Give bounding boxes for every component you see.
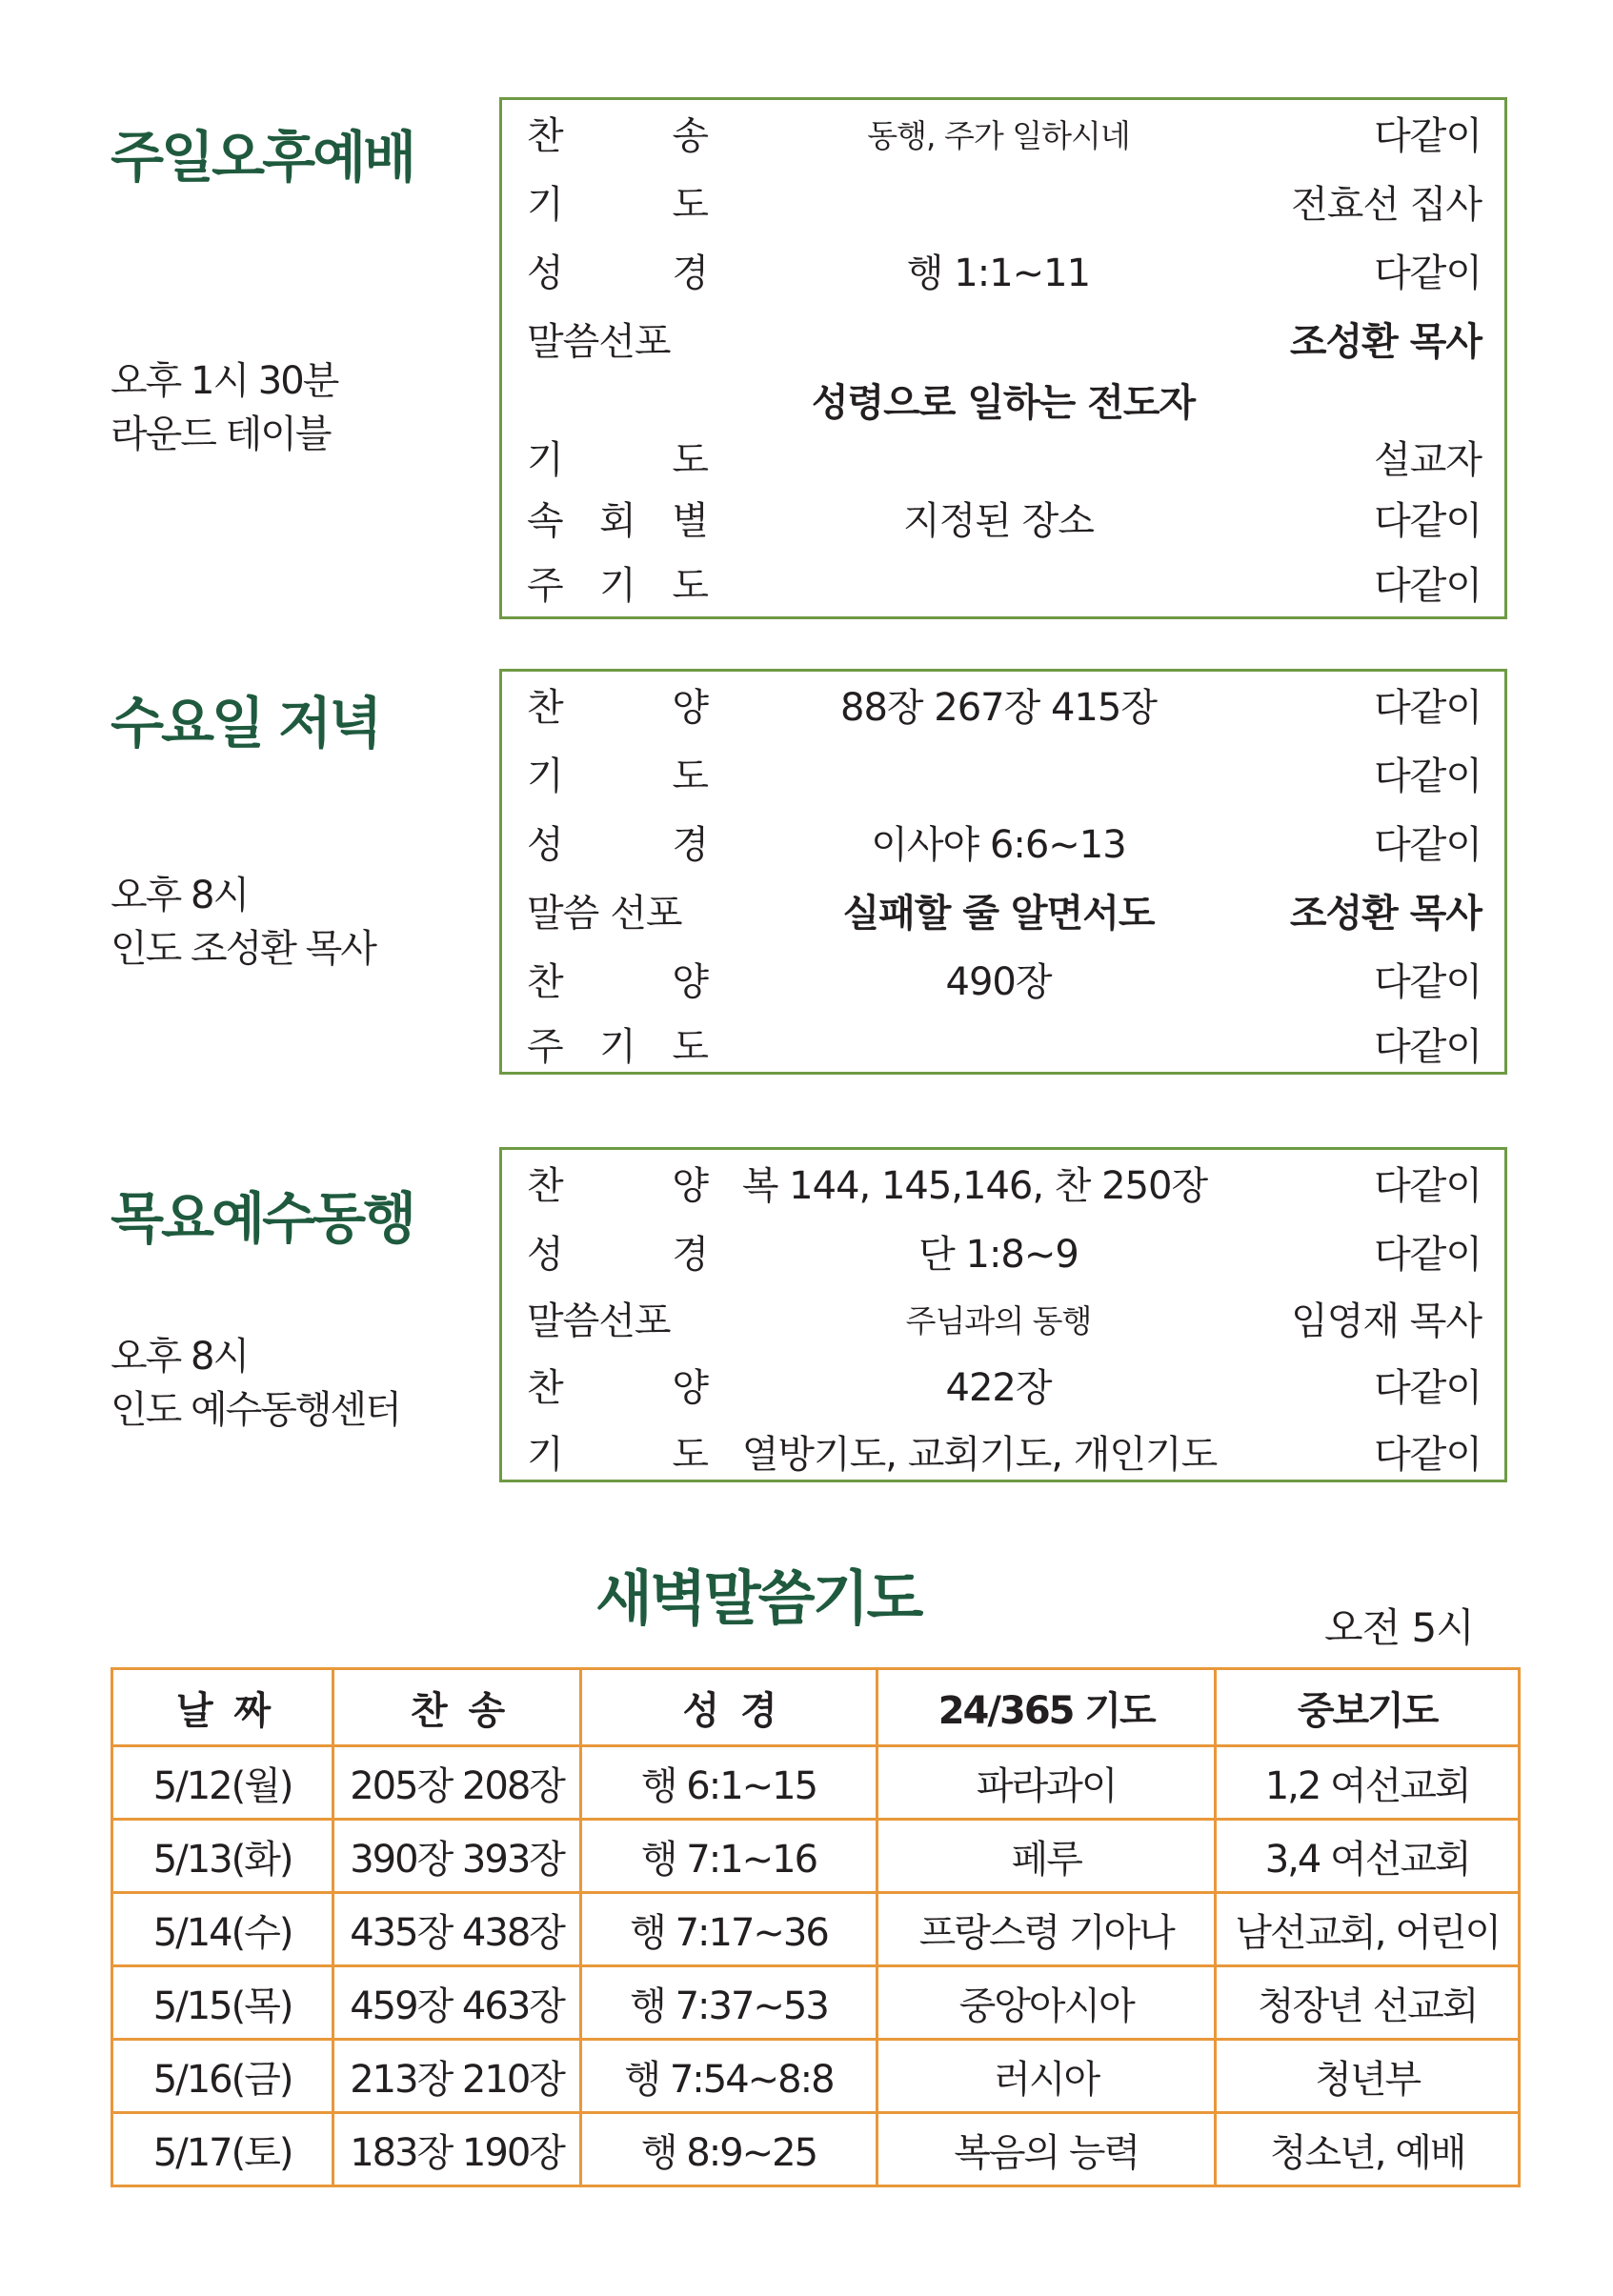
order-label: 기 도 <box>527 755 708 798</box>
order-label: 성 경 <box>527 823 708 867</box>
order-row <box>502 746 1504 805</box>
sunday-section-title: 주일오후예배 <box>111 125 414 190</box>
order-row <box>502 174 1504 233</box>
order-person: 다같이 <box>1374 114 1482 158</box>
wednesday-time: 오후 8시 <box>111 874 249 917</box>
order-person: 다같이 <box>1374 686 1482 730</box>
order-row <box>502 491 1504 550</box>
cell-hymn: 435장 438장 <box>333 1893 581 1966</box>
cell-scripture: 행 7:1~16 <box>580 1820 877 1893</box>
order-label: 말씀 선포 <box>527 892 682 936</box>
order-person: 조성환 목사 <box>1289 892 1482 936</box>
order-content: 422장 <box>945 1366 1052 1410</box>
order-label: 속 회 별 <box>527 499 708 543</box>
cell-prayer: 페루 <box>877 1820 1216 1893</box>
order-label: 기 도 <box>527 438 708 482</box>
order-label: 주 기 도 <box>527 1025 708 1069</box>
cell-intercession: 1,2 여선교회 <box>1216 1746 1520 1820</box>
order-row <box>502 243 1504 302</box>
order-person: 다같이 <box>1374 755 1482 798</box>
order-label: 기 도 <box>527 183 708 227</box>
header-hymn: 찬 송 <box>333 1669 581 1746</box>
cell-scripture: 행 7:54~8:8 <box>580 2040 877 2113</box>
cell-scripture: 행 6:1~15 <box>580 1746 877 1820</box>
order-person: 다같이 <box>1374 252 1482 295</box>
order-person: 다같이 <box>1374 960 1482 1004</box>
table-row <box>112 2040 1520 2113</box>
order-row <box>502 106 1504 165</box>
order-row <box>502 815 1504 874</box>
thursday-leader: 인도 예수동행센터 <box>111 1388 400 1432</box>
cell-intercession: 청소년, 예배 <box>1216 2113 1520 2186</box>
sunday-schedule-info <box>111 354 337 461</box>
order-row <box>502 1291 1504 1350</box>
table-row <box>112 1966 1520 2040</box>
cell-scripture: 행 7:17~36 <box>580 1893 877 1966</box>
order-content: 이사야 6:6~13 <box>871 823 1126 867</box>
order-row <box>502 430 1504 489</box>
order-row <box>502 1424 1504 1483</box>
order-content: 지정된 장소 <box>903 499 1094 543</box>
order-label: 성 경 <box>527 252 708 295</box>
cell-hymn: 213장 210장 <box>333 2040 581 2113</box>
cell-prayer: 파라과이 <box>877 1746 1216 1820</box>
header-date: 날 짜 <box>112 1669 333 1746</box>
table-row <box>112 1893 1520 1966</box>
order-row <box>502 1224 1504 1283</box>
dawn-prayer-table <box>111 1667 1521 2187</box>
wednesday-section-title: 수요일 저녁 <box>111 691 380 755</box>
wednesday-order-box <box>499 669 1507 1075</box>
cell-intercession: 남선교회, 어린이 <box>1216 1893 1520 1966</box>
order-content: 동행, 주가 일하시네 <box>867 117 1130 154</box>
order-row <box>502 952 1504 1011</box>
order-row <box>502 677 1504 736</box>
order-person: 다같이 <box>1374 823 1482 867</box>
table-header-row <box>112 1669 1520 1746</box>
order-person: 다같이 <box>1374 1433 1482 1477</box>
sermon-title: 성령으로 일하는 전도자 <box>811 381 1196 425</box>
dawn-prayer-title: 새벽말씀기도 <box>595 1563 921 1633</box>
order-content: 주님과의 동행 <box>905 1302 1092 1339</box>
order-content: 행 1:1~11 <box>906 252 1091 295</box>
header-intercession: 중보기도 <box>1216 1669 1520 1746</box>
order-content: 실패할 줄 알면서도 <box>842 892 1155 936</box>
cell-intercession: 3,4 여선교회 <box>1216 1820 1520 1893</box>
cell-prayer: 러시아 <box>877 2040 1216 2113</box>
order-label: 찬 양 <box>527 686 708 730</box>
order-row <box>502 312 1504 371</box>
cell-date: 5/16(금) <box>112 2040 333 2113</box>
sunday-order-box <box>499 97 1507 619</box>
order-content: 복 144, 145,146, 찬 250장 <box>741 1164 1208 1208</box>
cell-hymn: 459장 463장 <box>333 1966 581 2040</box>
order-label: 찬 양 <box>527 960 708 1004</box>
order-content: 열방기도, 교회기도, 개인기도 <box>741 1433 1218 1477</box>
cell-intercession: 청년부 <box>1216 2040 1520 2113</box>
order-person: 조성환 목사 <box>1289 320 1482 364</box>
header-prayer-24-365: 24/365 기도 <box>877 1669 1216 1746</box>
order-label: 성 경 <box>527 1233 708 1277</box>
cell-prayer: 프랑스령 기아나 <box>877 1893 1216 1966</box>
order-label: 찬 양 <box>527 1366 708 1410</box>
order-content: 88장 267장 415장 <box>840 686 1157 730</box>
order-person: 다같이 <box>1374 1025 1482 1069</box>
order-person: 설교자 <box>1374 438 1482 482</box>
cell-date: 5/14(수) <box>112 1893 333 1966</box>
order-person: 임영재 목사 <box>1291 1299 1482 1343</box>
cell-scripture: 행 7:37~53 <box>580 1966 877 2040</box>
order-content: 단 1:8~9 <box>918 1233 1079 1277</box>
sunday-time: 오후 1시 30분 <box>111 359 338 403</box>
order-label: 말씀선포 <box>527 320 671 364</box>
cell-date: 5/15(목) <box>112 1966 333 2040</box>
order-person: 다같이 <box>1374 1233 1482 1277</box>
cell-date: 5/17(토) <box>112 2113 333 2186</box>
table-row <box>112 1746 1520 1820</box>
order-person: 다같이 <box>1374 1366 1482 1410</box>
thursday-schedule-info <box>111 1330 400 1437</box>
cell-prayer: 복음의 능력 <box>877 2113 1216 2186</box>
wednesday-leader: 인도 조성환 목사 <box>111 927 375 971</box>
order-row <box>502 883 1504 942</box>
header-scripture: 성 경 <box>580 1669 877 1746</box>
thursday-order-box <box>499 1147 1507 1482</box>
table-row <box>112 1820 1520 1893</box>
order-label: 주 기 도 <box>527 564 708 608</box>
thursday-time: 오후 8시 <box>111 1335 249 1379</box>
order-row <box>502 1156 1504 1215</box>
dawn-prayer-time: 오전 5시 <box>1324 1604 1474 1651</box>
order-content: 490장 <box>945 960 1052 1004</box>
cell-hymn: 390장 393장 <box>333 1820 581 1893</box>
order-row <box>502 555 1504 614</box>
order-label: 기 도 <box>527 1433 708 1477</box>
cell-hymn: 183장 190장 <box>333 2113 581 2186</box>
sermon-title-row <box>502 373 1504 432</box>
order-person: 다같이 <box>1374 1164 1482 1208</box>
thursday-section-title: 목요예수동행 <box>111 1186 414 1251</box>
cell-date: 5/12(월) <box>112 1746 333 1820</box>
cell-intercession: 청장년 선교회 <box>1216 1966 1520 2040</box>
wednesday-schedule-info <box>111 869 375 976</box>
order-row <box>502 1017 1504 1076</box>
cell-scripture: 행 8:9~25 <box>580 2113 877 2186</box>
order-label: 찬 송 <box>527 114 708 158</box>
order-label: 말씀선포 <box>527 1299 671 1343</box>
order-person: 다같이 <box>1374 564 1482 608</box>
order-person: 다같이 <box>1374 499 1482 543</box>
cell-date: 5/13(화) <box>112 1820 333 1893</box>
table-row <box>112 2113 1520 2186</box>
order-person: 전효선 집사 <box>1291 183 1482 227</box>
cell-prayer: 중앙아시아 <box>877 1966 1216 2040</box>
sunday-place: 라운드 테이블 <box>111 413 331 456</box>
cell-hymn: 205장 208장 <box>333 1746 581 1820</box>
order-label: 찬 양 <box>527 1164 708 1208</box>
order-row <box>502 1358 1504 1417</box>
